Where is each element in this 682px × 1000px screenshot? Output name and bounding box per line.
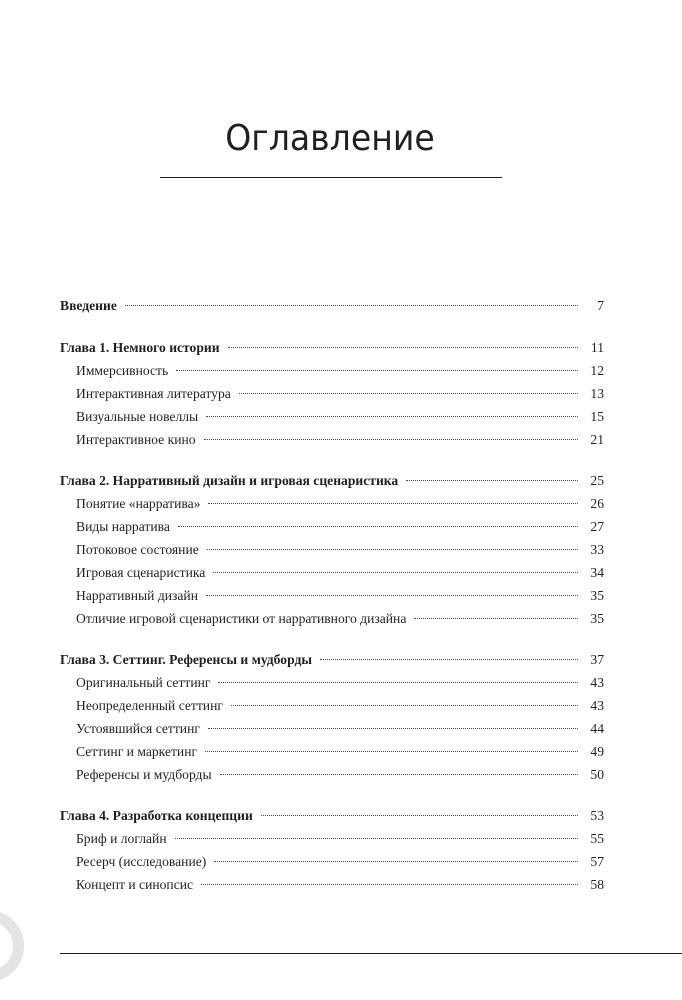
section-label: Устоявшийся сеттинг: [76, 721, 200, 736]
page-number: 25: [590, 473, 604, 488]
toc-section[interactable]: [60, 384, 604, 407]
page-number: 33: [590, 542, 604, 557]
page-number: 57: [590, 854, 604, 869]
page-number: 21: [590, 432, 604, 447]
dot-leader: [218, 682, 578, 683]
page-number: 43: [590, 698, 604, 713]
toc-chapter[interactable]: [60, 650, 604, 673]
toc-chapter[interactable]: [60, 471, 604, 494]
footer-rule: [60, 953, 682, 954]
entry-label: Введение: [60, 298, 117, 313]
section-label: Виды нарратива: [76, 519, 170, 534]
dot-leader: [220, 774, 578, 775]
toc-chapter[interactable]: [60, 338, 604, 361]
page-number: 35: [590, 588, 604, 603]
toc-section[interactable]: [60, 875, 604, 898]
toc-section[interactable]: [60, 361, 604, 384]
section-label: Сеттинг и маркетинг: [76, 744, 198, 759]
toc-section[interactable]: [60, 852, 604, 875]
toc-section[interactable]: [60, 563, 604, 586]
section-label: Визуальные новеллы: [76, 409, 199, 424]
section-label: Референсы и мудборды: [76, 767, 212, 782]
page-number: 26: [590, 496, 604, 511]
dot-leader: [176, 370, 578, 371]
dot-leader: [204, 439, 578, 440]
page-number: 27: [590, 519, 604, 534]
dot-leader: [231, 705, 578, 706]
toc-section[interactable]: [60, 829, 604, 852]
page-number: 49: [590, 744, 604, 759]
dot-leader: [214, 861, 578, 862]
dot-leader: [228, 347, 578, 348]
dot-leader: [261, 815, 578, 816]
dot-leader: [213, 572, 578, 573]
chapter-label: Глава 3. Сеттинг. Референсы и мудборды: [60, 652, 312, 667]
dot-leader: [175, 838, 578, 839]
page-number: 15: [590, 409, 604, 424]
toc-section[interactable]: [60, 719, 604, 742]
page-number: 12: [590, 363, 604, 378]
dot-leader: [320, 659, 578, 660]
page-number: 53: [590, 808, 604, 823]
section-label: Иммерсивность: [76, 363, 169, 378]
toc-section[interactable]: [60, 673, 604, 696]
chapter-label: Глава 4. Разработка концепции: [60, 808, 253, 823]
toc-section[interactable]: [60, 765, 604, 788]
dot-leader: [178, 526, 578, 527]
toc-section[interactable]: [60, 742, 604, 765]
toc-chapter[interactable]: [60, 806, 604, 829]
section-label: Отличие игровой сценаристики от нарративного дизайна: [76, 611, 407, 626]
section-label: Потоковое состояние: [76, 542, 199, 557]
toc-section[interactable]: [60, 517, 604, 540]
page-number: 44: [590, 721, 604, 736]
table-of-contents: [60, 296, 604, 898]
page-number: 58: [590, 877, 604, 892]
dot-leader: [206, 416, 578, 417]
toc-section[interactable]: [60, 430, 604, 453]
toc-section[interactable]: [60, 407, 604, 430]
page-number: 55: [590, 831, 604, 846]
dot-leader: [125, 305, 578, 306]
dot-leader: [207, 549, 578, 550]
section-label: Игровая сценаристика: [76, 565, 206, 580]
dot-leader: [414, 618, 578, 619]
page-number: 11: [590, 340, 604, 355]
dot-leader: [239, 393, 578, 394]
dot-leader: [208, 728, 578, 729]
dot-leader: [201, 884, 578, 885]
section-label: Ресерч (исследование): [76, 854, 207, 869]
toc-section[interactable]: [60, 540, 604, 563]
section-label: Оригинальный сеттинг: [76, 675, 211, 690]
page-number: 43: [590, 675, 604, 690]
dot-leader: [406, 480, 578, 481]
toc-entry-intro[interactable]: [60, 296, 604, 319]
page-number: 50: [590, 767, 604, 782]
chapter-label: Глава 2. Нарративный дизайн и игровая сценаристика: [60, 473, 399, 488]
page-corner-circle-icon: [0, 910, 24, 982]
dot-leader: [205, 751, 578, 752]
page-number: 37: [590, 652, 604, 667]
page-number: 35: [590, 611, 604, 626]
section-label: Интерактивное кино: [76, 432, 196, 447]
toc-section[interactable]: [60, 586, 604, 609]
page-number: 7: [597, 298, 604, 313]
toc-section[interactable]: [60, 494, 604, 517]
section-label: Концепт и синопсис: [76, 877, 194, 892]
dot-leader: [208, 503, 578, 504]
section-label: Понятие «нарратива»: [76, 496, 201, 511]
page-number: 13: [590, 386, 604, 401]
section-label: Нарративный дизайн: [76, 588, 198, 603]
chapter-label: Глава 1. Немного истории: [60, 340, 220, 355]
dot-leader: [206, 595, 578, 596]
title-underline: [160, 177, 502, 178]
toc-section[interactable]: [60, 609, 604, 632]
section-label: Бриф и логлайн: [76, 831, 167, 846]
page-number: 34: [590, 565, 604, 580]
page-title: Оглавление: [225, 118, 435, 159]
section-label: Интерактивная литература: [76, 386, 231, 401]
toc-section[interactable]: [60, 696, 604, 719]
section-label: Неопределенный сеттинг: [76, 698, 223, 713]
